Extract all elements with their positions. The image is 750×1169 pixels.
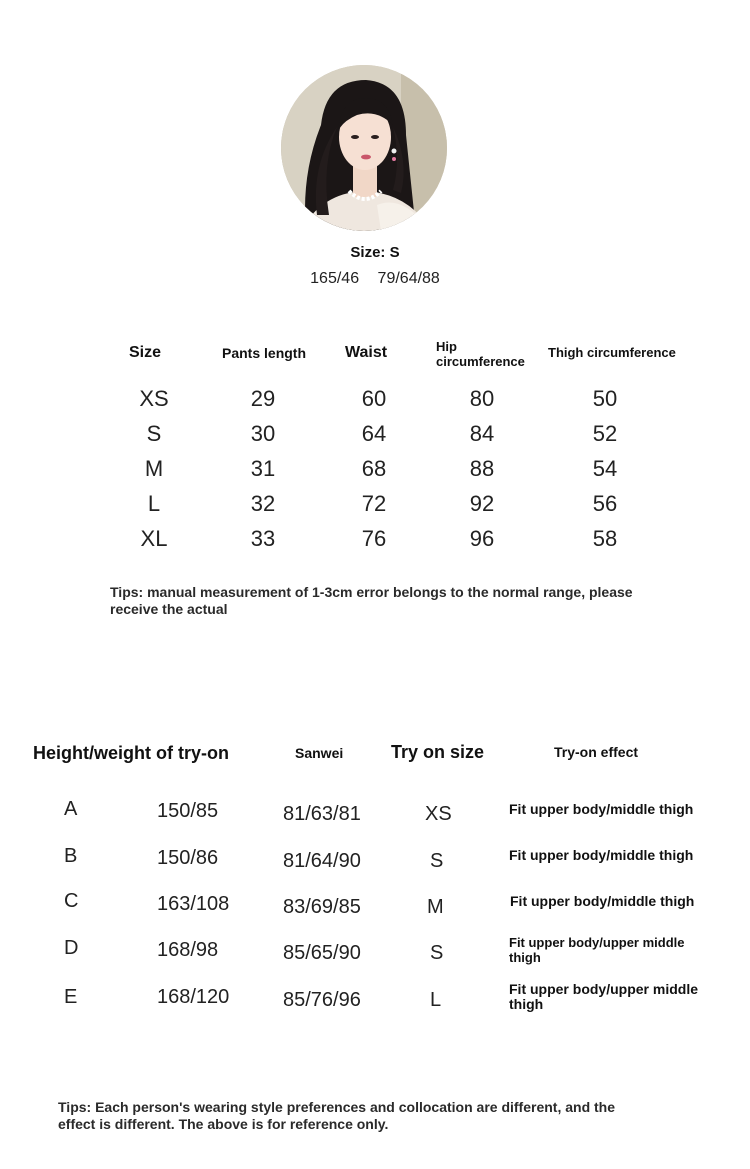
try-on-effect-header: Try-on effect (554, 744, 639, 760)
model-try-on-effect: Fit upper body/middle thigh (510, 893, 695, 909)
model-try-on-effect: Fit upper body/upper middle thigh (509, 935, 685, 965)
waist-cell: 72 (361, 491, 387, 516)
pants-length-header: Pants length (222, 345, 307, 361)
model-measurements (0, 270, 750, 288)
model-height-weight: 165/46 (310, 270, 360, 287)
model-size-label: Size: S (350, 244, 400, 261)
size-chart-tip: Tips: manual measurement of 1-3cm error belongs to the normal range, please receive the actual (110, 584, 633, 617)
sanwei-header: Sanwei (295, 745, 344, 761)
waist-cell: 68 (361, 456, 387, 481)
try-on-size-header: Try on size (391, 742, 485, 762)
model-try-on-effect: Fit upper body/middle thigh (509, 847, 694, 863)
hip-circumference-header: Hip circumference (436, 339, 525, 369)
model-id: A (64, 798, 78, 820)
size-cell: XL (140, 526, 168, 551)
waist-cell: 64 (361, 421, 387, 446)
thigh-cell: 58 (592, 526, 618, 551)
model-sanwei: 85/65/90 (283, 942, 361, 964)
model-try-on-size: S (430, 942, 444, 964)
model-height-weight: 150/86 (157, 847, 219, 869)
model-try-on-size: XS (425, 803, 452, 825)
height-weight-header: Height/weight of try-on (33, 743, 229, 763)
model-try-on-size: M (427, 896, 444, 918)
waist-header: Waist (345, 344, 388, 361)
try-on-tip: Tips: Each person's wearing style preferences and collocation are different, and the effect is different. The above is for reference only. (58, 1099, 616, 1132)
size-header: Size (129, 344, 162, 361)
model-body-measurements: 79/64/88 (377, 270, 440, 287)
model-height-weight: 168/120 (157, 986, 230, 1008)
hip-cell: 92 (469, 491, 495, 516)
model-height-weight: 150/85 (157, 800, 219, 822)
pants-length-cell: 29 (250, 386, 276, 411)
hip-cell: 84 (469, 421, 495, 446)
thigh-cell: 52 (592, 421, 618, 446)
waist-cell: 60 (361, 386, 387, 411)
size-cell: M (144, 456, 164, 481)
model-id: D (64, 937, 79, 959)
pants-length-cell: 30 (250, 421, 276, 446)
hip-cell: 80 (469, 386, 495, 411)
model-sanwei: 81/63/81 (283, 803, 361, 825)
pants-length-cell: 31 (250, 456, 276, 481)
pants-length-cell: 32 (250, 491, 276, 516)
thigh-cell: 56 (592, 491, 618, 516)
thigh-cell: 50 (592, 386, 618, 411)
hip-cell: 96 (469, 526, 495, 551)
model-sanwei: 85/76/96 (283, 989, 361, 1011)
model-height-weight: 168/98 (157, 939, 219, 961)
waist-cell: 76 (361, 526, 387, 551)
thigh-cell: 54 (592, 456, 618, 481)
model-id: B (64, 845, 78, 867)
size-cell: L (147, 491, 161, 516)
model-sanwei: 81/64/90 (283, 850, 361, 872)
size-cell: XS (139, 386, 169, 411)
model-try-on-effect: Fit upper body/middle thigh (509, 801, 694, 817)
model-try-on-size: S (430, 850, 444, 872)
thigh-circumference-header: Thigh circumference (548, 345, 676, 360)
model-portrait (281, 65, 447, 231)
model-height-weight: 163/108 (157, 893, 230, 915)
model-id: E (64, 986, 78, 1008)
model-try-on-size: L (430, 989, 442, 1011)
model-sanwei: 83/69/85 (283, 896, 361, 918)
model-try-on-effect: Fit upper body/upper middle thigh (509, 981, 698, 1012)
pants-length-cell: 33 (250, 526, 276, 551)
model-id: C (64, 890, 79, 912)
hip-cell: 88 (469, 456, 495, 481)
size-cell: S (146, 421, 162, 446)
